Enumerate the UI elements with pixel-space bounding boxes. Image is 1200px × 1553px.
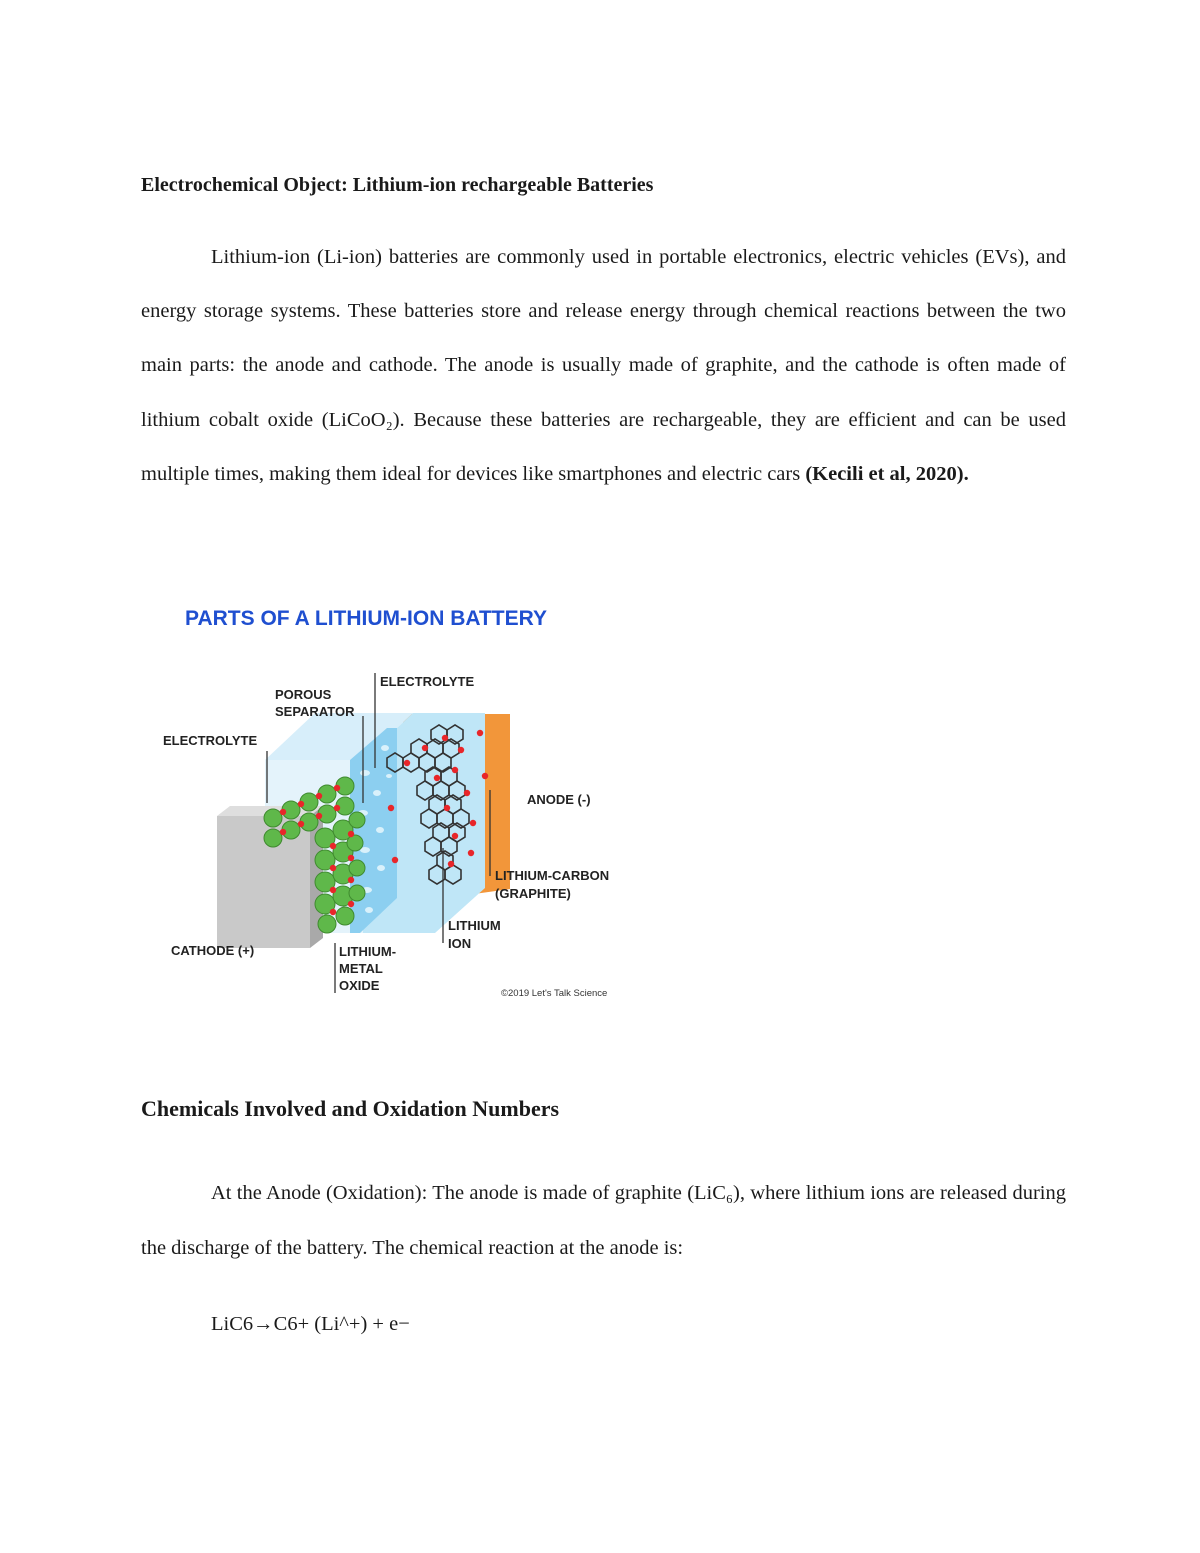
diagram-title: PARTS OF A LITHIUM-ION BATTERY bbox=[185, 607, 548, 630]
porous-separator bbox=[350, 728, 397, 933]
label-metal: METAL bbox=[339, 961, 383, 976]
battery-diagram bbox=[155, 598, 645, 1023]
label-lithium-carbon: LITHIUM-CARBON bbox=[495, 868, 610, 883]
label-separator: SEPARATOR bbox=[275, 704, 355, 719]
label-lithium: LITHIUM bbox=[448, 918, 501, 933]
citation: (Kecili et al, 2020). bbox=[805, 462, 969, 485]
label-electrolyte-top: ELECTROLYTE bbox=[380, 674, 475, 689]
label-cathode: CATHODE (+) bbox=[171, 943, 255, 958]
label-lithium-metal: LITHIUM- bbox=[339, 944, 397, 959]
label-porous: POROUS bbox=[275, 687, 332, 702]
anode-equation: LiC6→C6+ (Li^+) + e− bbox=[211, 1313, 410, 1335]
chemicals-heading: Chemicals Involved and Oxidation Numbers bbox=[141, 1096, 560, 1121]
battery-diagram-svg bbox=[155, 598, 645, 1023]
label-electrolyte-left: ELECTROLYTE bbox=[163, 733, 258, 748]
copyright-note: ©2019 Let's Talk Science bbox=[501, 988, 608, 999]
label-ion: ION bbox=[448, 936, 472, 951]
anode-paragraph bbox=[141, 1166, 1066, 1275]
anode-text: At the Anode (Oxidation): The anode is made of graphite (LiC₆), where lithium ions are released during the discharge of the battery. The chemical reaction at the anode is: bbox=[141, 1182, 1066, 1259]
label-oxide: OXIDE bbox=[339, 978, 380, 993]
section-heading: Electrochemical Object: Lithium-ion rechargeable Batteries bbox=[141, 174, 654, 196]
intro-text: Lithium-ion (Li-ion) batteries are commonly used in portable electronics, electric vehicles (EVs), and energy storage systems. These batteries store and release energy through chemical reactions between the two main parts: the anode and cathode. The anode is usually made of graphite, and the cathode is often made of lithium cobalt oxide (LiCoO₂). Because these batteries are rechargeable, they are efficient and can be used multiple times, making them ideal for devices like smartphones and electric cars bbox=[141, 246, 1066, 485]
label-anode: ANODE (-) bbox=[527, 792, 591, 807]
label-graphite: (GRAPHITE) bbox=[495, 886, 571, 901]
intro-paragraph bbox=[141, 230, 1066, 501]
